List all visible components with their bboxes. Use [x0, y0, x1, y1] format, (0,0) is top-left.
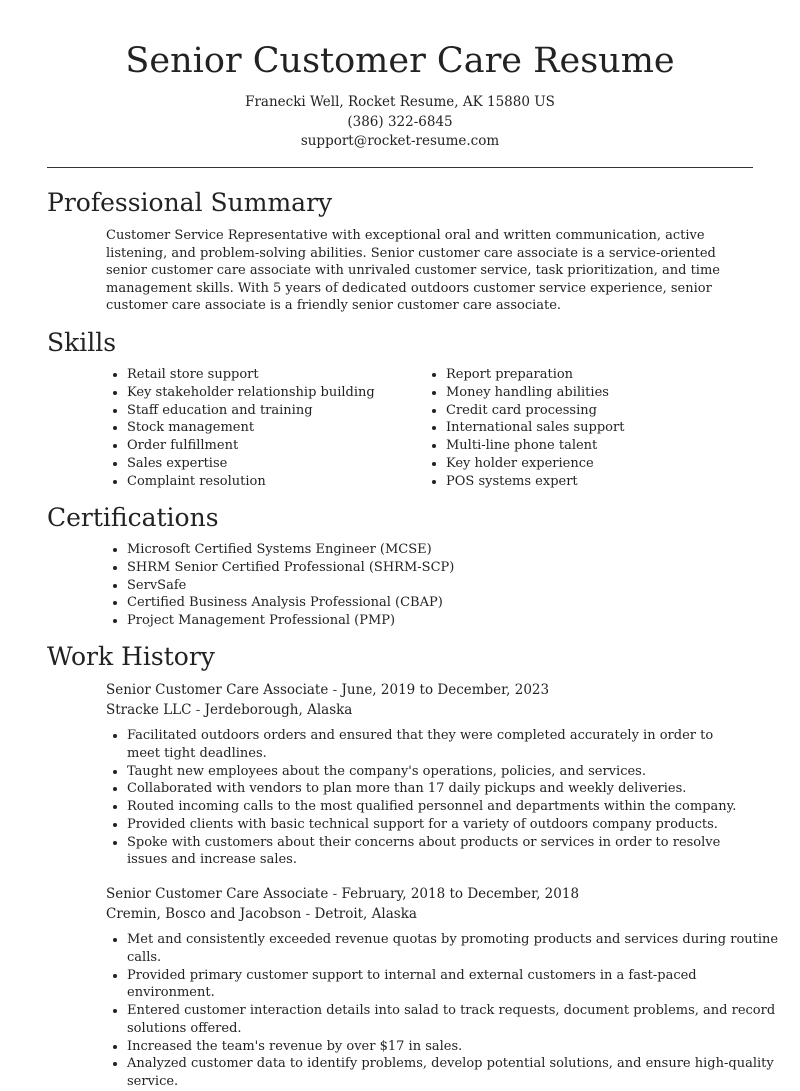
skill-item: • Staff education and training	[127, 402, 427, 420]
work-history-heading: Work History	[47, 642, 215, 671]
job-bullet: • Entered customer interaction details into salad to track requests, document problems, and record solutions offered.	[127, 1002, 787, 1038]
skill-item: • International sales support	[446, 419, 766, 437]
job-bullet: • Met and consistently exceeded revenue quotas by promoting products and services during routine calls.	[127, 931, 787, 967]
certification-item: • Project Management Professional (PMP)	[127, 612, 747, 630]
skills-list-right	[425, 366, 766, 490]
contact-phone: (386) 322-6845	[347, 114, 453, 130]
job-title: Senior Customer Care Associate	[106, 682, 329, 698]
job-bullet: • Provided clients with basic technical support for a variety of outdoors company products.	[127, 816, 737, 834]
certification-item: • Certified Business Analysis Professional (CBAP)	[127, 594, 747, 612]
job-company: Cremin, Bosco and Jacobson	[106, 906, 302, 922]
resume-title: Senior Customer Care Resume	[125, 41, 675, 81]
contact-email[interactable]: support@rocket-resume.com	[300, 133, 500, 149]
job-location: Jerdeborough, Alaska	[204, 702, 353, 718]
skill-item: • Sales expertise	[127, 455, 427, 473]
job-title-line: Senior Customer Care Associate - February, 2018 to December, 2018	[106, 886, 580, 902]
job-title: Senior Customer Care Associate	[106, 886, 329, 902]
skills-list-left	[106, 366, 427, 490]
header-divider	[47, 167, 753, 168]
job-company: Stracke LLC	[106, 702, 192, 718]
contact-address: Franecki Well, Rocket Resume, AK 15880 US	[245, 94, 555, 110]
certification-item: • ServSafe	[127, 577, 747, 595]
job-bullet: • Routed incoming calls to the most qualified personnel and departments within the company.	[127, 798, 737, 816]
job-dates: February, 2018 to December, 2018	[341, 886, 580, 902]
skill-item: • POS systems expert	[446, 473, 766, 491]
skill-item: • Retail store support	[127, 366, 427, 384]
skill-item: • Money handling abilities	[446, 384, 766, 402]
skill-item: • Stock management	[127, 419, 427, 437]
job-title-line: Senior Customer Care Associate - June, 2019 to December, 2023	[106, 682, 550, 698]
skill-item: • Key stakeholder relationship building	[127, 384, 427, 402]
job-company-line: Cremin, Bosco and Jacobson - Detroit, Alaska	[106, 906, 417, 922]
certifications-heading: Certifications	[47, 503, 219, 532]
skill-item: • Credit card processing	[446, 402, 766, 420]
job-bullet: • Increased the team's revenue by over $17 in sales.	[127, 1038, 787, 1056]
skill-item: • Report preparation	[446, 366, 766, 384]
job-bullet: • Analyzed customer data to identify problems, develop potential solutions, and ensure high-quality service.	[127, 1055, 787, 1091]
skill-item: • Order fulfillment	[127, 437, 427, 455]
skill-item: • Key holder experience	[446, 455, 766, 473]
certification-item: • SHRM Senior Certified Professional (SHRM-SCP)	[127, 559, 747, 577]
skill-item: • Complaint resolution	[127, 473, 427, 491]
job-bullets	[106, 727, 737, 869]
job-company-line: Stracke LLC - Jerdeborough, Alaska	[106, 702, 353, 718]
summary-heading: Professional Summary	[47, 188, 333, 217]
job-location: Detroit, Alaska	[314, 906, 417, 922]
skills-heading: Skills	[47, 328, 117, 357]
skill-item: • Multi-line phone talent	[446, 437, 766, 455]
job-bullet: • Facilitated outdoors orders and ensured that they were completed accurately in order to meet tight deadlines.	[127, 727, 737, 763]
certifications-list	[106, 541, 747, 630]
certification-item: • Microsoft Certified Systems Engineer (MCSE)	[127, 541, 747, 559]
job-bullet: • Taught new employees about the company's operations, policies, and services.	[127, 763, 737, 781]
job-bullet: • Spoke with customers about their concerns about products or services in order to resolve issues and increase sales.	[127, 834, 737, 870]
job-dates: June, 2019 to December, 2023	[341, 682, 550, 698]
job-bullet: • Collaborated with vendors to plan more than 17 daily pickups and weekly deliveries.	[127, 780, 737, 798]
job-bullets	[106, 931, 787, 1091]
summary-text: Customer Service Representative with exceptional oral and written communication, active listening, and problem-solving abilities. Senior customer care associate is a service-oriented senior customer care associate with unrivaled customer service, task prioritization, and time management skills. With 5 years of dedicated outdoors customer service experience, senior customer care associate is a friendly senior customer care associate.	[106, 228, 720, 314]
job-bullet: • Provided primary customer support to internal and external customers in a fast-paced environment.	[127, 967, 787, 1003]
